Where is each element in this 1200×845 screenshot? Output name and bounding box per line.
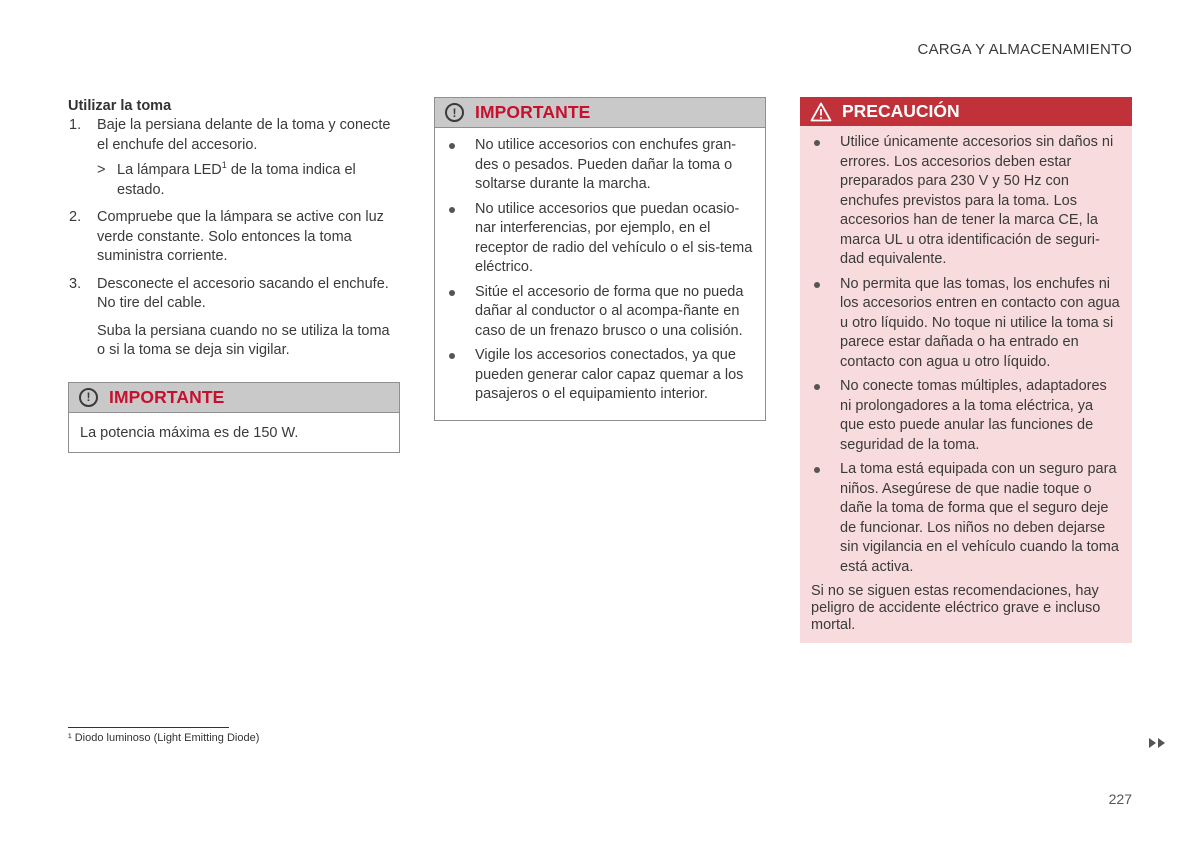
result-text-end: de la toma indica el estado. [117, 162, 356, 198]
notice-text: La potencia máxima es de 150 W. [80, 424, 299, 441]
list-item: Utilice únicamente accesorios sin daños ni errores. Los accesorios deben estar preparados para 230 V y 50 Hz con enchufes previstos para la toma. Los accesorios han de tener la marca CE, la marca UL u otra identificación de seguri-dad equivalente. [811, 133, 1121, 270]
caution-footer: Si no se siguen estas recomendaciones, hay peligro de accidente eléctrico grave e incluso mortal. [811, 583, 1101, 633]
step-note: Suba la persiana cuando no se utiliza la toma o si la toma se deja sin vigilar. [97, 322, 390, 358]
step-text: Baje la persiana delante de la toma y conecte el enchufe del accesorio. [97, 117, 391, 153]
notice-title: IMPORTANTE [475, 102, 591, 122]
list-item: Sitúe el accesorio de forma que no pueda dañar al conductor o al acompa-ñante en caso de un frenazo brusco o una colisión. [446, 283, 754, 342]
important-notice-accessories [434, 97, 766, 421]
caution-header [800, 97, 1132, 126]
double-chevron-right-icon[interactable] [1148, 738, 1166, 748]
caution-title: PRECAUCIÓN [842, 101, 960, 121]
step-text: Desconecte el accesorio sacando el enchufe. No tire del cable. [97, 275, 389, 311]
notice-title: IMPORTANTE [109, 386, 225, 407]
list-item: La toma está equipada con un seguro para niños. Asegúrese de que nadie toque o dañe la toma de forma que el seguro deje de funcionar. Los niños no deben dejarse sin vigilancia en el vehículo cuando la toma está activa. [811, 460, 1121, 577]
important-column [434, 97, 766, 421]
important-bullet-list [446, 136, 754, 405]
usage-steps [68, 116, 400, 361]
step-number: 1. [69, 117, 82, 133]
footnote-ref: 1 [221, 160, 227, 170]
caution-column [800, 97, 1132, 643]
step-text: Compruebe que la lámpara se active con luz verde constante. Solo entonces la toma suministra corriente. [97, 209, 384, 264]
warning-triangle-icon [810, 102, 832, 122]
list-item: No utilice accesorios que puedan ocasio-nar interferencias, por ejemplo, en el receptor de radio del vehículo o el sis-tema eléctrico. [446, 200, 754, 278]
notice-header [69, 383, 399, 413]
footnote-divider [68, 727, 229, 728]
result-text-start: La lámpara LED [117, 162, 222, 178]
caution-body [800, 126, 1132, 643]
important-notice-power [68, 382, 400, 454]
list-item: Vigile los accesorios conectados, ya que pueden generar calor capaz quemar a los pasajeros o el equipamiento interior. [446, 346, 754, 405]
caution-notice [800, 97, 1132, 643]
exclamation-circle-icon: ! [445, 103, 464, 122]
list-item: No conecte tomas múltiples, adaptadores ni prolongadores a la toma eléctrica, ya que esto puede anular las funciones de seguridad de la toma. [811, 377, 1121, 455]
step-result [97, 161, 400, 200]
caution-bullet-list [811, 133, 1121, 577]
usage-column [68, 98, 400, 453]
list-item: No permita que las tomas, los enchufes ni los accesorios entren en contacto con agua u otro líquido. No toque ni utilice la toma si parece estar dañada o ha entrado en contacto con agua u otro líquido. [811, 275, 1121, 373]
footnote: ¹ Diodo luminoso (Light Emitting Diode) [68, 732, 260, 744]
list-item: No utilice accesorios con enchufes gran-des o pesados. Pueden dañar la toma o soltarse durante la marcha. [446, 136, 754, 195]
notice-header [435, 98, 765, 128]
step-2 [68, 208, 400, 267]
step-1 [68, 116, 400, 200]
result-marker: > [97, 162, 106, 178]
section-title: CARGA Y ALMACENAMIENTO [917, 41, 1132, 58]
step-number: 2. [69, 209, 82, 225]
page-number: 227 [1108, 791, 1132, 807]
notice-body [435, 128, 765, 420]
step-3 [68, 275, 400, 361]
exclamation-circle-icon: ! [79, 388, 98, 407]
step-number: 3. [69, 275, 82, 292]
usage-heading: Utilizar la toma [68, 98, 172, 114]
